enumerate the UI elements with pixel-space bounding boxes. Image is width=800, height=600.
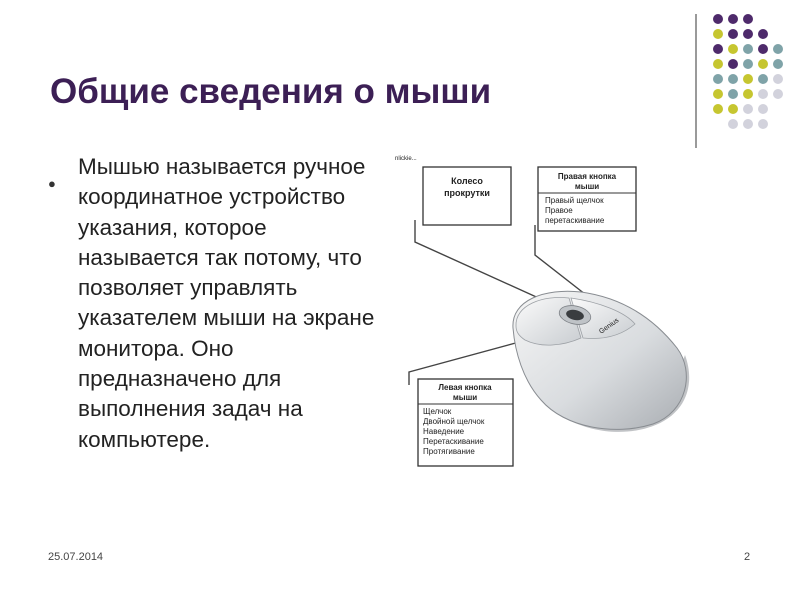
left-button-title-2: мыши [452, 393, 478, 402]
left-button-label-box [418, 379, 513, 466]
left-button-item: Двойной щелчок [423, 417, 485, 426]
left-button-item: Наведение [423, 427, 465, 436]
mouse-diagram [385, 150, 705, 480]
dot-row-4 [713, 59, 783, 69]
slide-date: 25.07.2014 [48, 551, 104, 563]
dot-row-1 [713, 14, 753, 24]
decorative-dot-grid [0, 0, 800, 140]
right-button-item: перетаскивание [545, 216, 605, 225]
computer-mouse-icon [513, 291, 689, 432]
vertical-divider-line [695, 14, 697, 148]
dot-row-3 [713, 44, 783, 54]
wheel-label-title-1: Колесо [451, 176, 483, 186]
left-button-item: Перетаскивание [423, 437, 484, 446]
slide-title: Общие сведения о мыши [50, 72, 492, 111]
top-left-fragment: nlickie... [395, 156, 417, 162]
page-number: 2 [744, 551, 751, 563]
right-button-label-box [538, 167, 636, 231]
wheel-label-title-2: прокрутки [444, 188, 490, 198]
mouse-logo: Genius [598, 317, 621, 336]
dot-row-2 [713, 29, 768, 39]
dot-row-7 [713, 104, 768, 114]
right-button-item: Правое [545, 206, 573, 215]
dot-row-8 [728, 119, 768, 129]
bullet-text: Мышью называется ручное координатное устройство указания, которое называется так потому, что позволяет управлять указателем мыши на экране монитора. Оно предназначено для выполнения задач на компьютере. [78, 154, 375, 452]
dot-row-5 [713, 74, 783, 84]
wheel-label-box [423, 167, 511, 225]
left-button-item: Щелчок [423, 407, 452, 416]
left-button-title-1: Левая кнопка [438, 383, 492, 392]
right-button-connector-line [535, 225, 590, 298]
bullet-dot-icon: ● [48, 176, 56, 191]
left-button-item: Протягивание [423, 447, 475, 456]
right-button-title-2: мыши [574, 182, 600, 191]
right-button-title-1: Правая кнопка [557, 172, 617, 181]
dot-row-6 [713, 89, 783, 99]
right-button-item: Правый щелчок [545, 196, 604, 205]
